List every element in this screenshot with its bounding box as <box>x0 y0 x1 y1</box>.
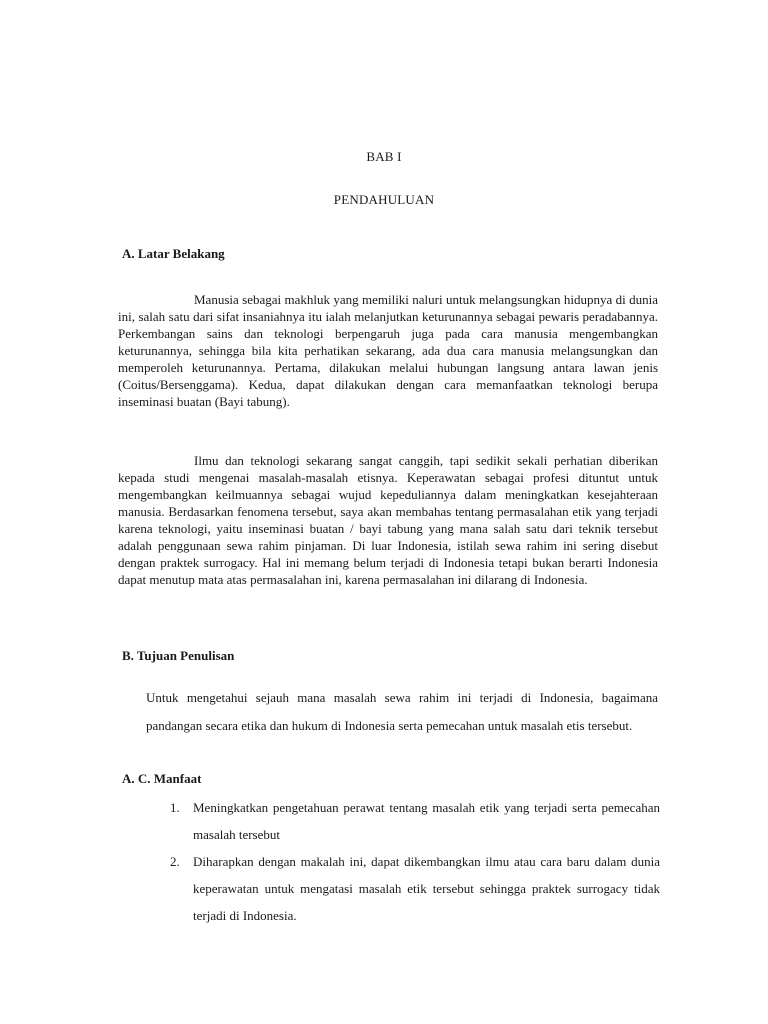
list-item-number: 1. <box>170 800 180 815</box>
list-item-text: Meningkatkan pengetahuan perawat tentang masalah etik yang terjadi serta pemecahan masalah tersebut <box>193 800 660 842</box>
section-heading-latar-belakang: A. Latar Belakang <box>122 246 225 261</box>
paragraph-latar-belakang-1: Manusia sebagai makhluk yang memiliki naluri untuk melangsungkan hidupnya di dunia ini, salah satu dari sifat insaniahnya itu ialah melanjutkan keturunannya sebagai pewaris peradabannya. Perkembangan sains dan teknologi berpengaruh juga pada cara manusia mengembangkan keturunannya, sehingga bila kita perhatikan sekarang, ada dua cara manusia melangsungkan dan memperoleh keturunannya. Pertama, dilakukan melalui hubungan langsung antara lawan jenis (Coitus/Bersenggama). Kedua, dapat dilakukan dengan cara memanfaatkan teknologi berupa inseminasi buatan (Bayi tabung). <box>118 292 658 409</box>
paragraph-latar-belakang-2: Ilmu dan teknologi sekarang sangat canggih, tapi sedikit sekali perhatian diberikan kepada studi mengenai masalah-masalah etisnya. Keperawatan sebagai profesi dituntut untuk mengembangkan keilmuannya sebagai wujud kepeduliannya dalam meningkatkan kesejahteraan manusia. Berdasarkan fenomena tersebut, saya akan membahas tentang permasalahan etik yang terjadi karena teknologi, yaitu inseminasi buatan / bayi tabung yang mana salah satu dari teknik tersebut adalah penggunaan sewa rahim pinjaman. Di luar Indonesia, istilah sewa rahim ini sering disebut dengan praktek surrogacy. Hal ini memang belum terjadi di Indonesia tetapi bukan berarti Indonesia dapat menutup mata atas permasalahan ini, karena permasalahan ini dilarang di Indonesia. <box>118 453 658 587</box>
manfaat-list <box>168 794 660 929</box>
paragraph-tujuan-penulisan: Untuk mengetahui sejauh mana masalah sewa rahim ini terjadi di Indonesia, bagaimana pandangan secara etika dan hukum di Indonesia serta pemecahan untuk masalah etis tersebut. <box>146 690 658 733</box>
chapter-number: BAB I <box>366 149 402 164</box>
list-item <box>168 794 660 848</box>
list-item-text: Diharapkan dengan makalah ini, dapat dikembangkan ilmu atau cara baru dalam dunia keperawatan untuk mengatasi masalah etik tersebut sehingga praktek surrogacy tidak terjadi di Indonesia. <box>193 854 660 923</box>
section-heading-manfaat: A. C. Manfaat <box>122 771 202 786</box>
list-item-number: 2. <box>170 854 180 869</box>
section-heading-tujuan-penulisan: B. Tujuan Penulisan <box>122 648 235 663</box>
list-item <box>168 848 660 929</box>
chapter-title: PENDAHULUAN <box>333 192 435 207</box>
